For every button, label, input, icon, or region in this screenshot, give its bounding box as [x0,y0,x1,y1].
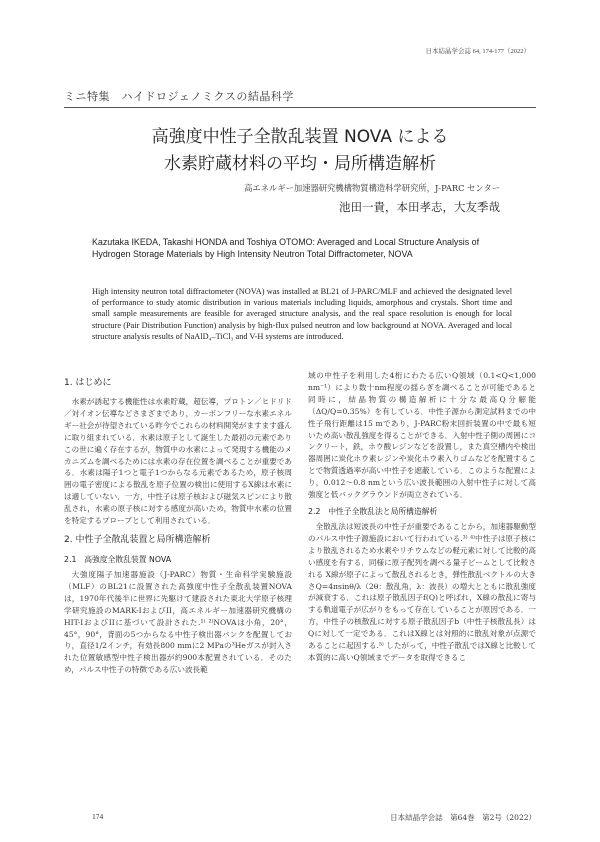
intro-paragraph: 水素が誘起する機能性は水素貯蔵，超伝導，プロトン／ヒドリド／対イオン伝導などさまざまであり，カーボンフリーな水素エネルギー社会が待望されている昨今でこれらの材料開発がますます盛んに取り組まれている．水素は原子として誕生した最初の元素でありこの世に遍く存在するが，物質中の水素によって発現する機能のメカニズムを調べるためには水素の存在位置を調べることが重要である．水素は陽子1つと電子1つからなる元素であるため，原子核周囲の電子密度による散乱を原子位置の検出に使用するX線は水素には適していない．一方，中性子は原子核および磁気スピンにより散乱され，水素の原子核に対する感度が高いため，物質中水素の位置を特定するプローブとして利用されている． [64,397,292,526]
article-title [64,124,536,178]
nova-paragraph: 大強度陽子加速器施設（J-PARC）物質・生命科学実験施設（MLF）のBL21に設置された高強度中性子全散乱装置NOVAは，1970年代後半に世界に先駆けて建設された東北大学原子核理学研究施設のMARK-IおよびII，高エネルギー加速器研究機構のHIT-IおよびIIに基づいて設計された.¹⁾ ²⁾NOVAは小角，20°，45°，90°，背面の5つからなる中性子検出器バンクを配置しており，直径1/2インチ，有効長800 mmに2 MPaの³Heガスが封入された位置敏感型中性子検出器が約900本配置されている．そのため，パルス中性子の特徴である広い波長範 [64,569,292,675]
section-heading-2: 2. 中性子全散乱装置と局所構造解析 [64,534,211,545]
continued-paragraph: 域の中性子を利用した4桁にわたる広いQ領域（0.1<Q<1,000 nm⁻¹）により数十nm程度の揺らぎを調べることが可能であると同時に，結晶物質の構造解析に十分な最高Q分解能（ΔQ/Q=0.35%）を有している．中性子源から測定試料までの中性子飛行距離は15 mであり，J-PARC粉末回折装置の中で最も短いため高い散乱強度を得ることができる．入射中性子側の周囲にコンクリート，鉄，ホウ酸レジンなどを設置し，また真空槽内や検出器周囲に炭化ホウ素レジンや炭化ホウ素入りゴムなどを配置することで物質透過率が高い中性子を遮蔽している．このような配置により，0.012〜0.8 nmという広い波長範囲の入射中性子に対して高強度と低バックグラウンドが両立されている． [308,371,536,500]
right-column [308,370,536,664]
subsection-heading-2-2: 2.2 中性子全散乱法と局所構造解析 [308,506,438,516]
left-column [64,370,292,676]
abstract: High intensity neutron total diffractometer (NOVA) was installed at BL21 of J-PARC/MLF and achieved the designated level of performance to study atomic distribution in various materials including liquids, amorphous and crystals. Short time and small sample measurements are feasible for averaged structure analysis, and the real space resolution is enough for local structure (Pair Distribution Function) analysis by high-flux pulsed neutron and low background at NOVA. Averaged and local structure analysis results of NaAlD₄–TiCl₃ and V-H systems are introduced. [92,287,512,341]
journal-reference: 日本結晶学会誌 64, 174-177（2022） [425,48,530,55]
section-heading-introduction: 1. はじめに [64,378,112,388]
subsection-heading-2-1: 2.1 高強度全散乱装置 NOVA [64,554,172,564]
page-number: 174 [92,812,104,821]
title-line-1: 高強度中性子全散乱装置 NOVA による [151,127,449,147]
title-line-2: 水素貯蔵材料の平均・局所構造解析 [164,154,436,174]
english-title: Kazutaka IKEDA, Takashi HONDA and Toshiya OTOMO: Averaged and Local Structure Analysis of Hydrogen Storage Materials by High Intensity Neutron Total Diffractometer, NOVA [92,237,480,260]
series-label: ミニ特集 ハイドロジェノミクスの結晶科学 [64,90,294,103]
footer-journal: 日本結晶学会誌 第64巻 第2号（2022） [390,813,536,822]
total-scattering-paragraph: 全散乱法は短波長の中性子が重要であることから，加速器駆動型のパルス中性子源施設において行われている.³⁾ ⁴⁾中性子は原子核により散乱されるため水素やリチウムなどの軽元素に対して比較的高い感度を有する．同様に原子配列を調べる量子ビームとして比較される X線が原子によって散乱されるとき，弾性散乱ベクトルの大きさQ=4πsinθ/λ（2θ：散乱角，λ：波長）の増大とともに散乱強度が減衰する．これは原子散乱因子f(Q)と呼ばれ，X線の散乱に寄与する軌道電子が広がりをもって存在していることが原因である．一方，中性子の核散乱に対する原子散乱因子b（中性子核散乱長）はQに対して一定である．これはX線とは対照的に散乱対象が点源であることに起因する.⁵⁾ したがって，中性子散乱ではX線と比較して本質的に高いQ領域までデータを取得できるこ [308,521,536,662]
authors: 池田一貴，本田孝志，大友季哉 [339,200,500,214]
series-divider [64,107,536,108]
affiliation: 高エネルギー加速器研究機構物質構造科学研究所，J-PARC センター [244,183,500,193]
